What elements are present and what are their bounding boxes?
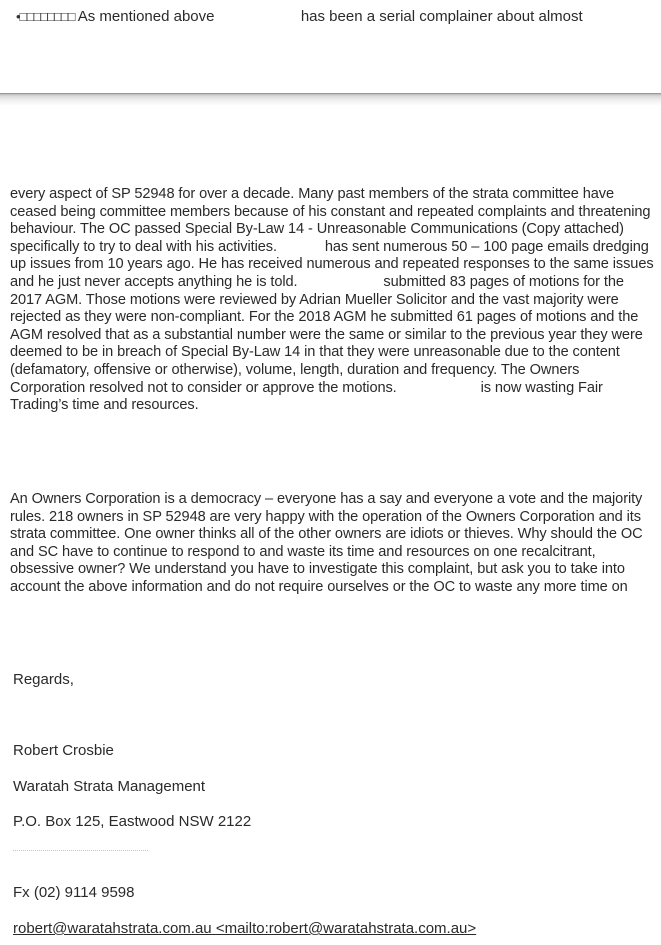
paragraph-1-part-3: submitted 83 pages of motions for the 2017 AGM. Those motions were reviewed by Adrian Mueller Solicitor and the vast majority were rejected as they were non-compliant. For the 2018 AGM he submitted 61 pages of motions and the AGM resolved that as a substantial number were the same or similar to the previous year they were deemed to be in breach of Special By-Law 14 in that they were unreasonable due to the content (defamatory, offensive or otherwise), volume, length, duration and frequency. The Owners Corporation resolved not to consider or approve the motions. [10, 273, 643, 396]
redacted-name [401, 380, 477, 398]
redacted-phone [13, 850, 148, 865]
header-text-after: has been a serial complainer about almost [300, 8, 583, 25]
paragraph-1-part-4: is now wasting Fair Trading’s time and resources. [10, 379, 603, 414]
closing: Regards, [13, 671, 74, 688]
redacted-name [301, 274, 379, 292]
paragraph-1-part-1: every aspect of SP 52948 for over a decade. Many past members of the strata committee have ceased being committee members because of his constant and repeated complaints and threatening behaviour. The OC passed Special By-Law 14 - Unreasonable Communications (Copy attached) specifically to try to deal with his activities. [10, 186, 651, 255]
paragraph-2-text: An Owners Corporation is a democracy – everyone has a say and everyone a vote and the majority rules. 218 owners in SP 52948 are very happy with the operation of the Owners Corporation and its strata committee. One owner thinks all of the other owners are idiots or thieves. Why should the OC and SC have to continue to respond to and waste its time and resources on one recalcitrant, obsessive owner? We understand you have to investigate this complaint, but ask you to take into account the above information and do not require ourselves or the OC to waste any more time on [10, 491, 643, 595]
postal-address: P.O. Box 125, Eastwood NSW 2122 [13, 813, 252, 830]
paragraph-1-part-2: has sent numerous 50 – 100 page emails dredging up issues from 10 years ago. He has received numerous and repeated responses to the same issues and he just never accepts anything he is told. [10, 238, 654, 290]
redacted-name [281, 239, 321, 257]
signatory-name: Robert Crosbie [13, 742, 114, 759]
redacted-name [219, 8, 297, 26]
header-line [16, 8, 656, 26]
paragraph-democracy [10, 491, 658, 614]
bullet-marker: •□□□□□□□□ [16, 9, 75, 24]
fax-number: Fx (02) 9114 9598 [13, 884, 135, 901]
header-text-before: As mentioned above [77, 8, 215, 25]
redacted-name [10, 597, 90, 615]
page-divider [0, 93, 661, 106]
email-link[interactable]: robert@waratahstrata.com.au <mailto:robert@waratahstrata.com.au> [13, 920, 477, 937]
paragraph-complaint-history [10, 186, 658, 415]
company-name: Waratah Strata Management [13, 778, 206, 795]
email-line [13, 920, 476, 938]
